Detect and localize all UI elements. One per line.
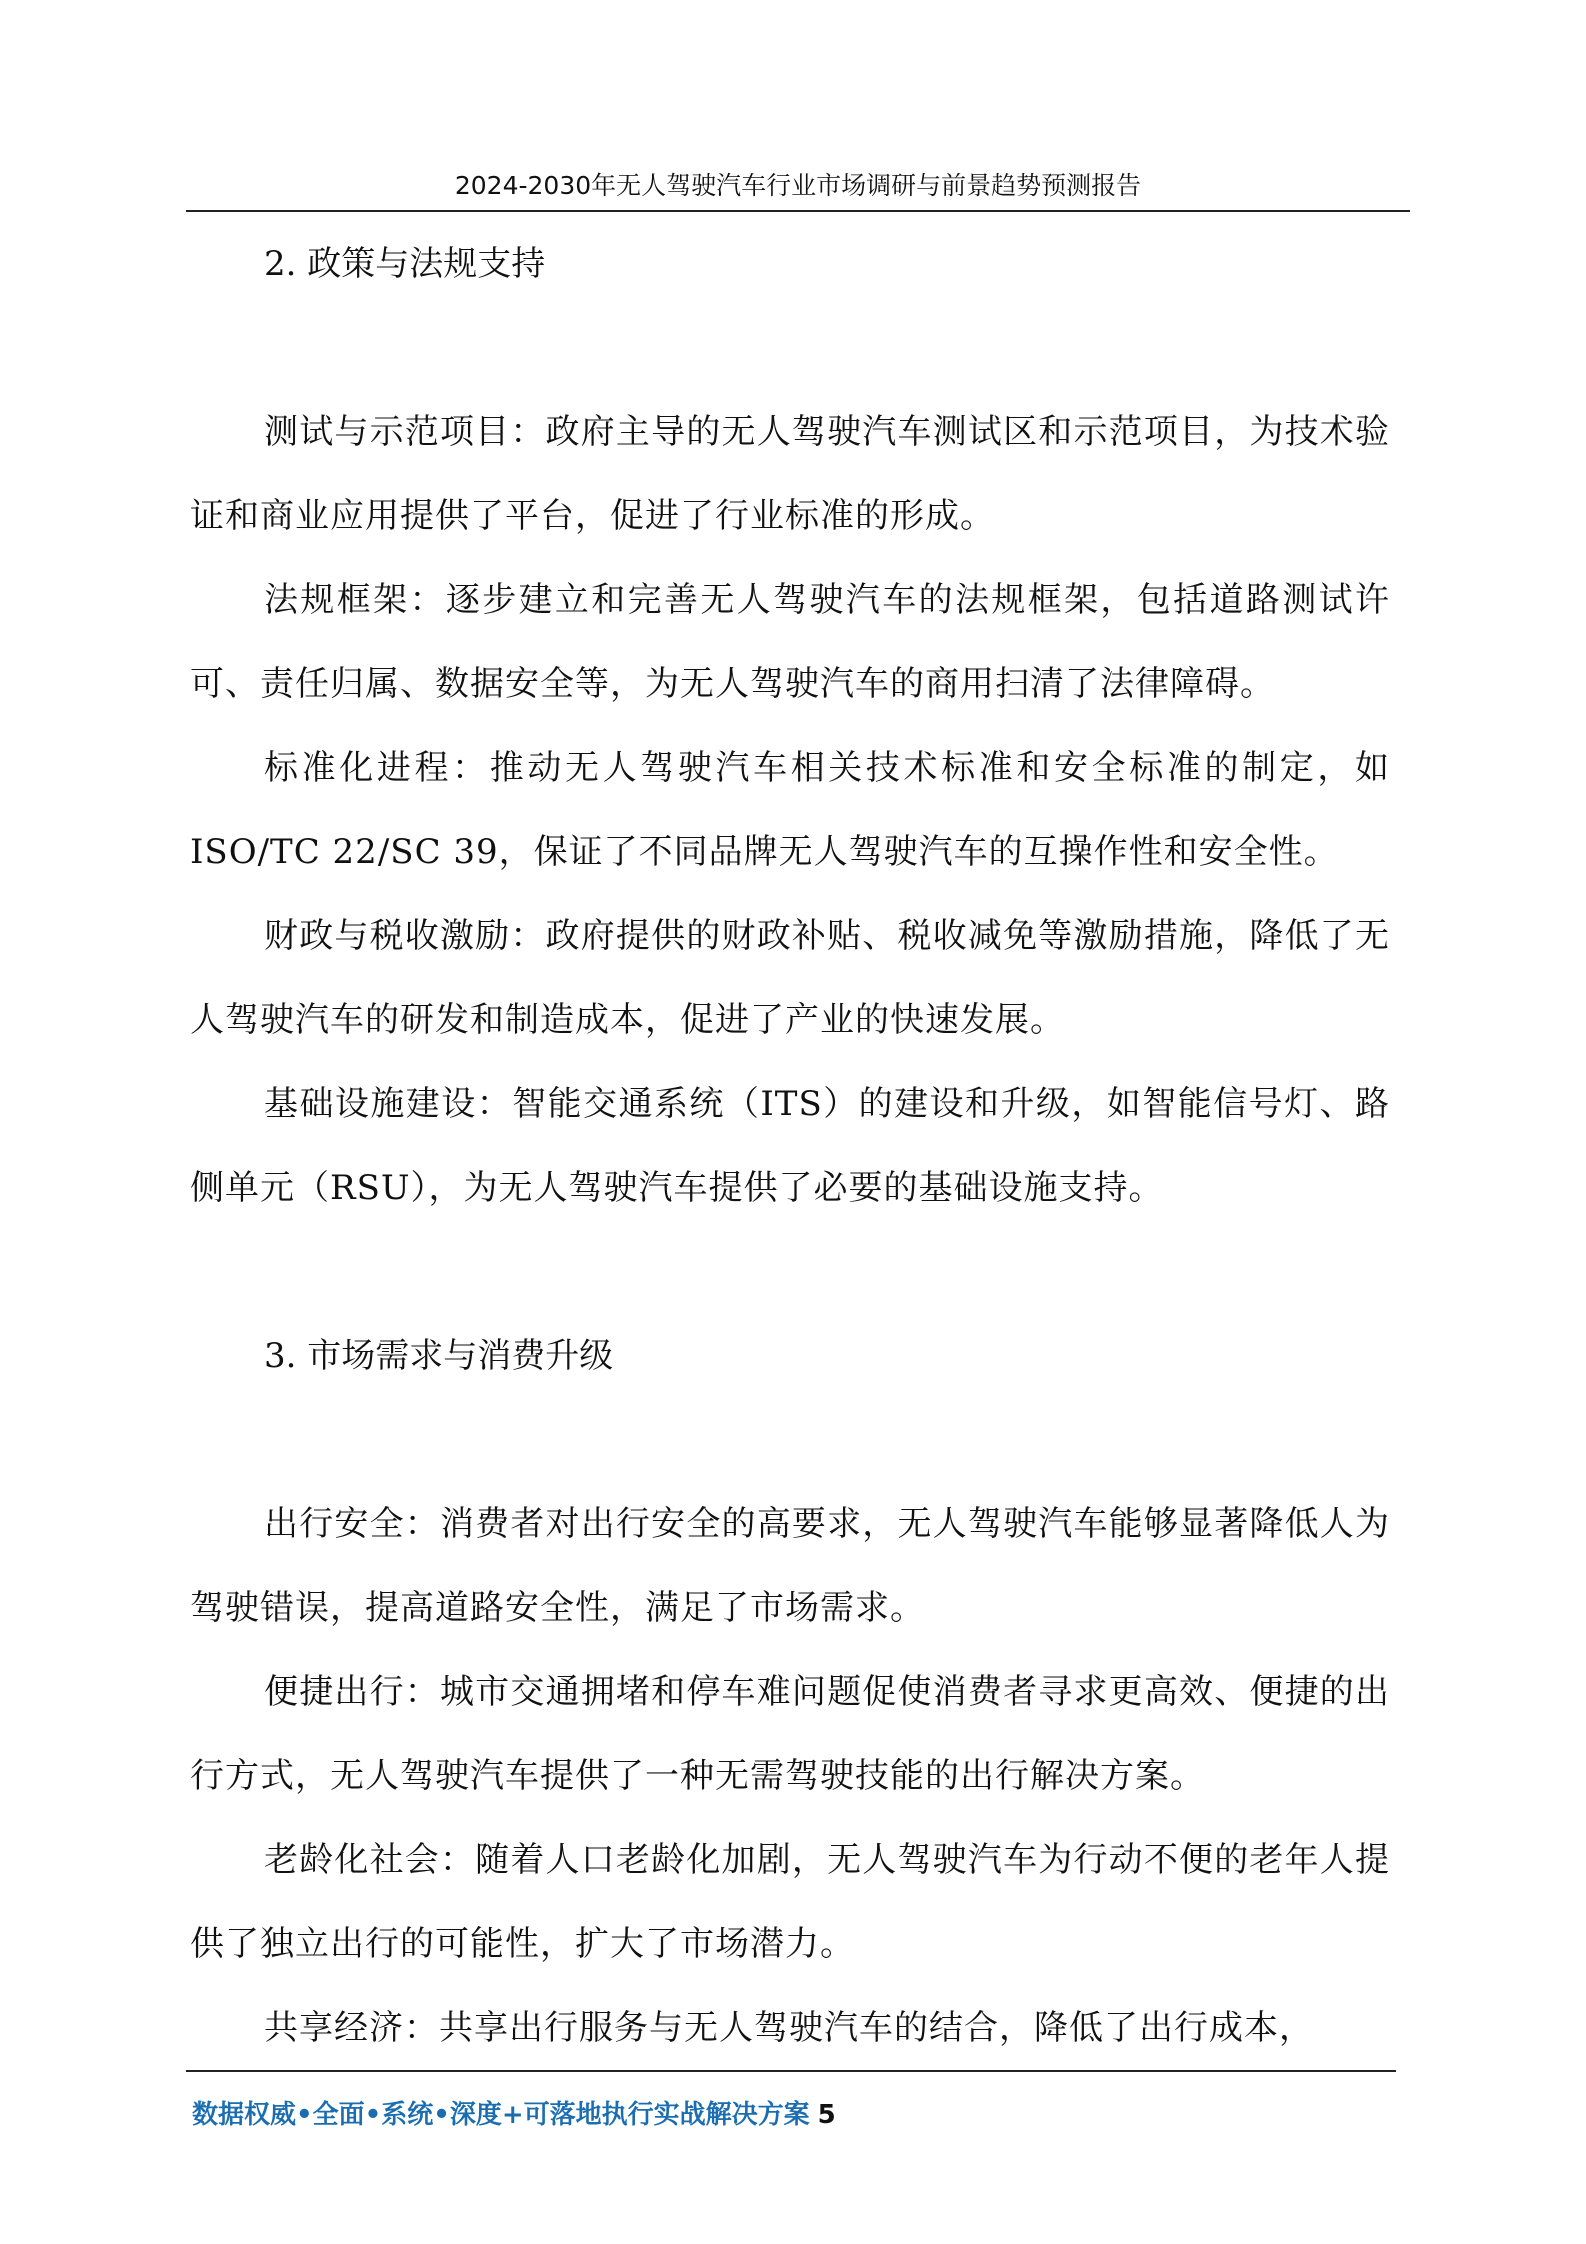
section-heading-market-demand: 3. 市场需求与消费升级 — [264, 1336, 614, 1376]
paragraph-aging-society: 老龄化社会：随着人口老龄化加剧，无人驾驶汽车为行动不便的老年人提供了独立出行的可能性，扩大了市场潜力。 — [190, 1840, 1390, 1964]
section-heading-policy: 2. 政策与法规支持 — [264, 244, 546, 284]
footer-divider — [186, 2070, 1396, 2072]
spacer — [190, 306, 1390, 390]
spacer — [190, 1230, 1390, 1314]
paragraph-convenient-travel: 便捷出行：城市交通拥堵和停车难问题促使消费者寻求更高效、便捷的出行方式，无人驾驶汽车提供了一种无需驾驶技能的出行解决方案。 — [190, 1672, 1390, 1796]
paragraph-standardization: 标准化进程：推动无人驾驶汽车相关技术标准和安全标准的制定，如ISO/TC 22/SC 39，保证了不同品牌无人驾驶汽车的互操作性和安全性。 — [190, 748, 1390, 872]
paragraph-sharing-economy: 共享经济：共享出行服务与无人驾驶汽车的结合，降低了出行成本， — [264, 2008, 1314, 2048]
report-title: 2024-2030年无人驾驶汽车行业市场调研与前景趋势预测报告 — [454, 171, 1142, 200]
paragraph-testing-demo: 测试与示范项目：政府主导的无人驾驶汽车测试区和示范项目，为技术验证和商业应用提供了平台，促进了行业标准的形成。 — [190, 412, 1390, 536]
paragraph-regulation-framework: 法规框架：逐步建立和完善无人驾驶汽车的法规框架，包括道路测试许可、责任归属、数据安全等，为无人驾驶汽车的商用扫清了法律障碍。 — [190, 580, 1390, 704]
page-number: 5 — [817, 2100, 836, 2130]
paragraph-travel-safety: 出行安全：消费者对出行安全的高要求，无人驾驶汽车能够显著降低人为驾驶错误，提高道路安全性，满足了市场需求。 — [190, 1504, 1390, 1628]
footer-slogan: 数据权威•全面•系统•深度+可落地执行实战解决方案 — [192, 2100, 810, 2130]
paragraph-fiscal-incentives: 财政与税收激励：政府提供的财政补贴、税收减免等激励措施，降低了无人驾驶汽车的研发和制造成本，促进了产业的快速发展。 — [190, 916, 1390, 1040]
paragraph-infrastructure: 基础设施建设：智能交通系统（ITS）的建设和升级，如智能信号灯、路侧单元（RSU），为无人驾驶汽车提供了必要的基础设施支持。 — [190, 1084, 1390, 1208]
spacer — [190, 1398, 1390, 1482]
page-footer — [192, 2094, 836, 2131]
page-body — [190, 222, 1390, 2070]
page-header — [186, 160, 1410, 212]
